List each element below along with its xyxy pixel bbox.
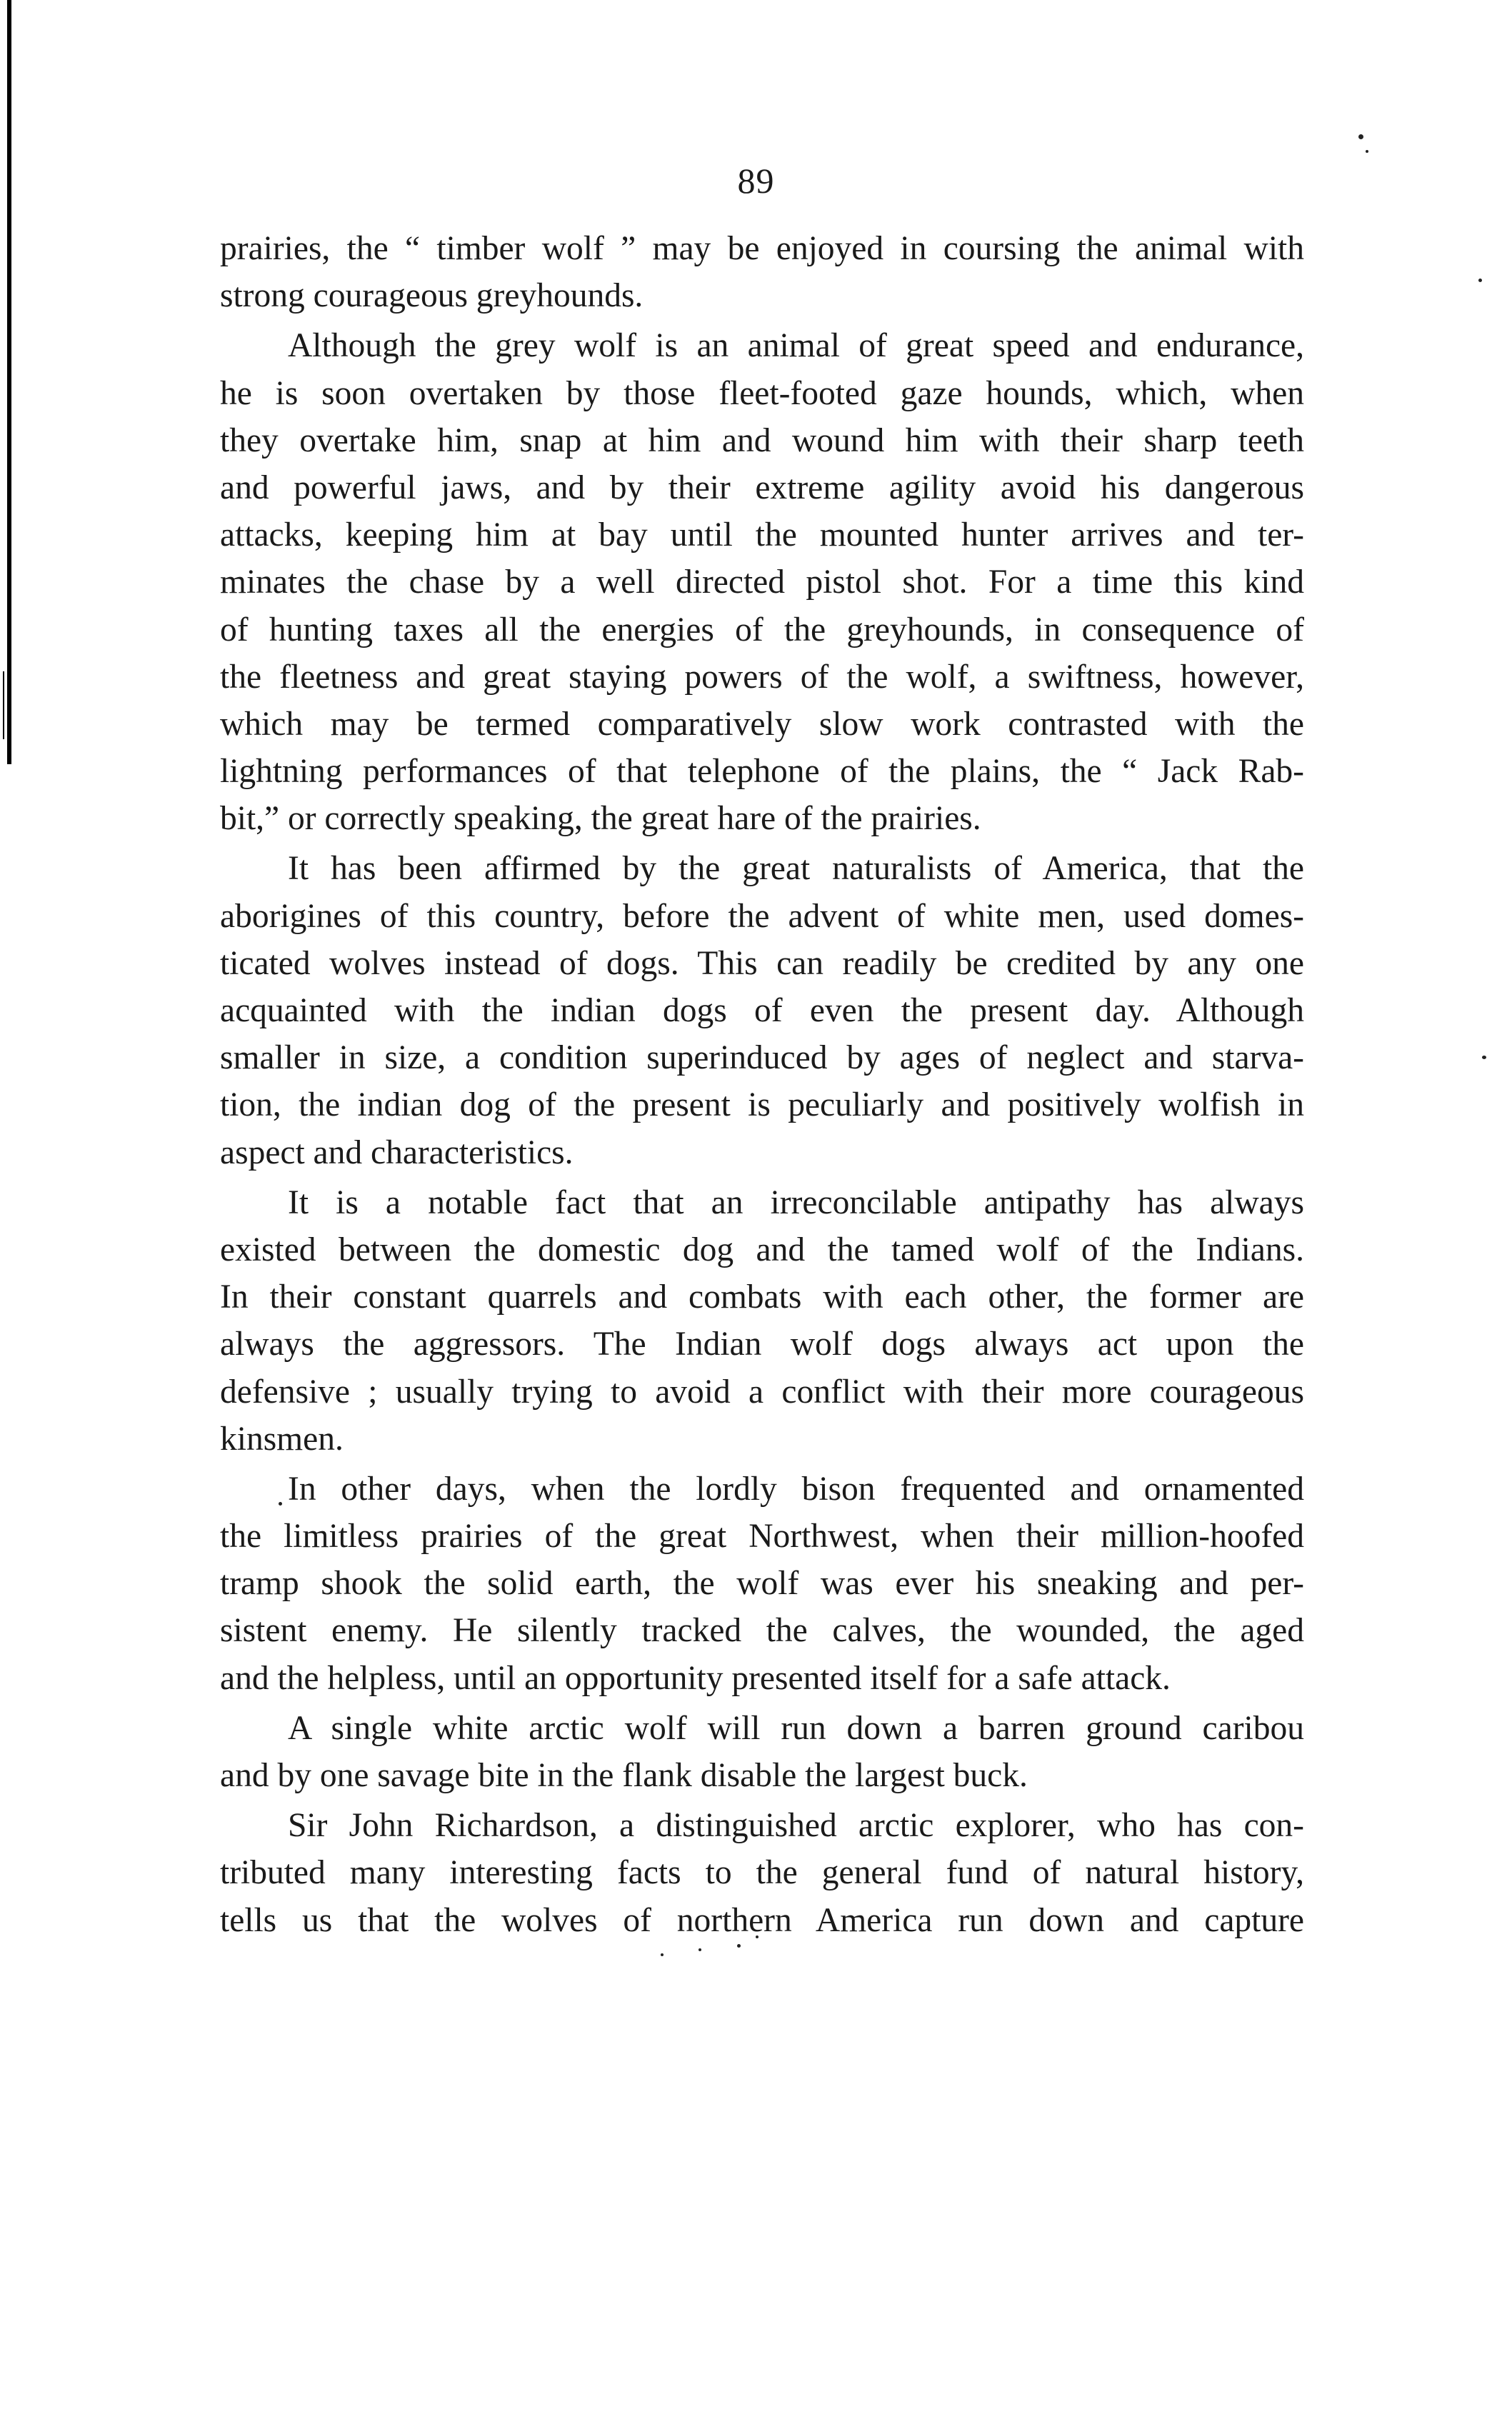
text-line: defensive ; usually trying to avoid a conflict with their more courageous [220,1373,1304,1411]
text-line: sistent enemy. He silently tracked the calves, the wounded, the aged [220,1612,1304,1650]
text-line: and the helpless, until an opportunity presented itself for a safe attack. [220,1659,1171,1697]
scan-speck [1478,279,1482,282]
text-line: lightning performances of that telephone of the plains, the “ Jack Rab- [220,753,1304,791]
text-line: prairies, the “ timber wolf ” may be enjoyed in coursing the animal with [220,230,1304,267]
text-line: of hunting taxes all the energies of the greyhounds, in consequence of [220,611,1304,648]
scan-margin-line [7,0,11,764]
text-line: they overtake him, snap at him and wound him with their sharp teeth [220,421,1304,459]
text-line: It has been affirmed by the great naturalists of America, that the [288,850,1304,888]
paragraph [220,1705,1304,1799]
scan-margin-line [3,671,4,739]
text-line: minates the chase by a well directed pistol shot. For a time this kind [220,564,1304,601]
text-line: smaller in size, a condition superinduced by ages of neglect and starva- [220,1039,1304,1077]
paragraph [220,845,1304,1176]
text-line: In their constant quarrels and combats with each other, the former are [220,1278,1304,1316]
scan-speck [1366,150,1368,153]
text-line: tramp shook the solid earth, the wolf was ever his sneaking and per- [220,1565,1304,1603]
text-line: bit,” or correctly speaking, the great hare of the prairies. [220,800,981,838]
text-line: Although the grey wolf is an animal of great speed and endurance, [288,327,1304,365]
body-text [220,225,1304,1944]
text-line: tells us that the wolves of northern America run down and capture [220,1901,1304,1939]
paragraph [220,1179,1304,1463]
paragraph [220,1466,1304,1702]
paragraph [220,1802,1304,1944]
text-line: existed between the domestic dog and the tamed wolf of the Indians. [220,1231,1304,1268]
paragraph [220,225,1304,319]
scan-speck [1358,134,1363,139]
text-line: attacks, keeping him at bay until the mounted hunter arrives and ter- [220,516,1304,554]
text-line: Sir John Richardson, a distinguished arctic explorer, who has con- [288,1807,1304,1845]
text-line: the limitless prairies of the great Northwest, when their million-hoofed [220,1518,1304,1556]
text-line: tion, the indian dog of the present is peculiarly and positively wolfish in [220,1086,1304,1124]
text-line: aspect and characteristics. [220,1133,574,1171]
text-line: aborigines of this country, before the advent of white men, used domes- [220,897,1304,935]
paragraph [220,322,1304,842]
scan-speck [699,1948,701,1951]
text-line: and by one savage bite in the flank disable the largest buck. [220,1757,1028,1794]
text-line: always the aggressors. The Indian wolf dogs always act upon the [220,1326,1304,1363]
text-line: strong courageous greyhounds. [220,277,644,315]
text-line: acquainted with the indian dogs of even the present day. Although [220,992,1304,1029]
scan-speck [661,1953,664,1956]
text-line: and powerful jaws, and by their extreme agility avoid his dangerous [220,469,1304,506]
text-line: A single white arctic wolf will run down a barren ground caribou [288,1709,1304,1747]
page-number: 89 [737,161,775,201]
text-line: which may be termed comparatively slow work contrasted with the [220,705,1304,743]
text-line: It is a notable fact that an irreconcilable antipathy has always [288,1183,1304,1221]
scan-speck [737,1944,741,1948]
text-line: he is soon overtaken by those fleet-footed gaze hounds, which, when [220,374,1304,412]
text-line: tributed many interesting facts to the general fund of natural history, [220,1854,1304,1892]
scan-speck [1482,1056,1486,1059]
text-line: ticated wolves instead of dogs. This can readily be credited by any one [220,944,1304,982]
text-line: the fleetness and great staying powers of the wolf, a swiftness, however, [220,658,1304,696]
text-line: kinsmen. [220,1420,344,1458]
text-line: In other days, when the lordly bison frequented and ornamented [288,1470,1304,1508]
